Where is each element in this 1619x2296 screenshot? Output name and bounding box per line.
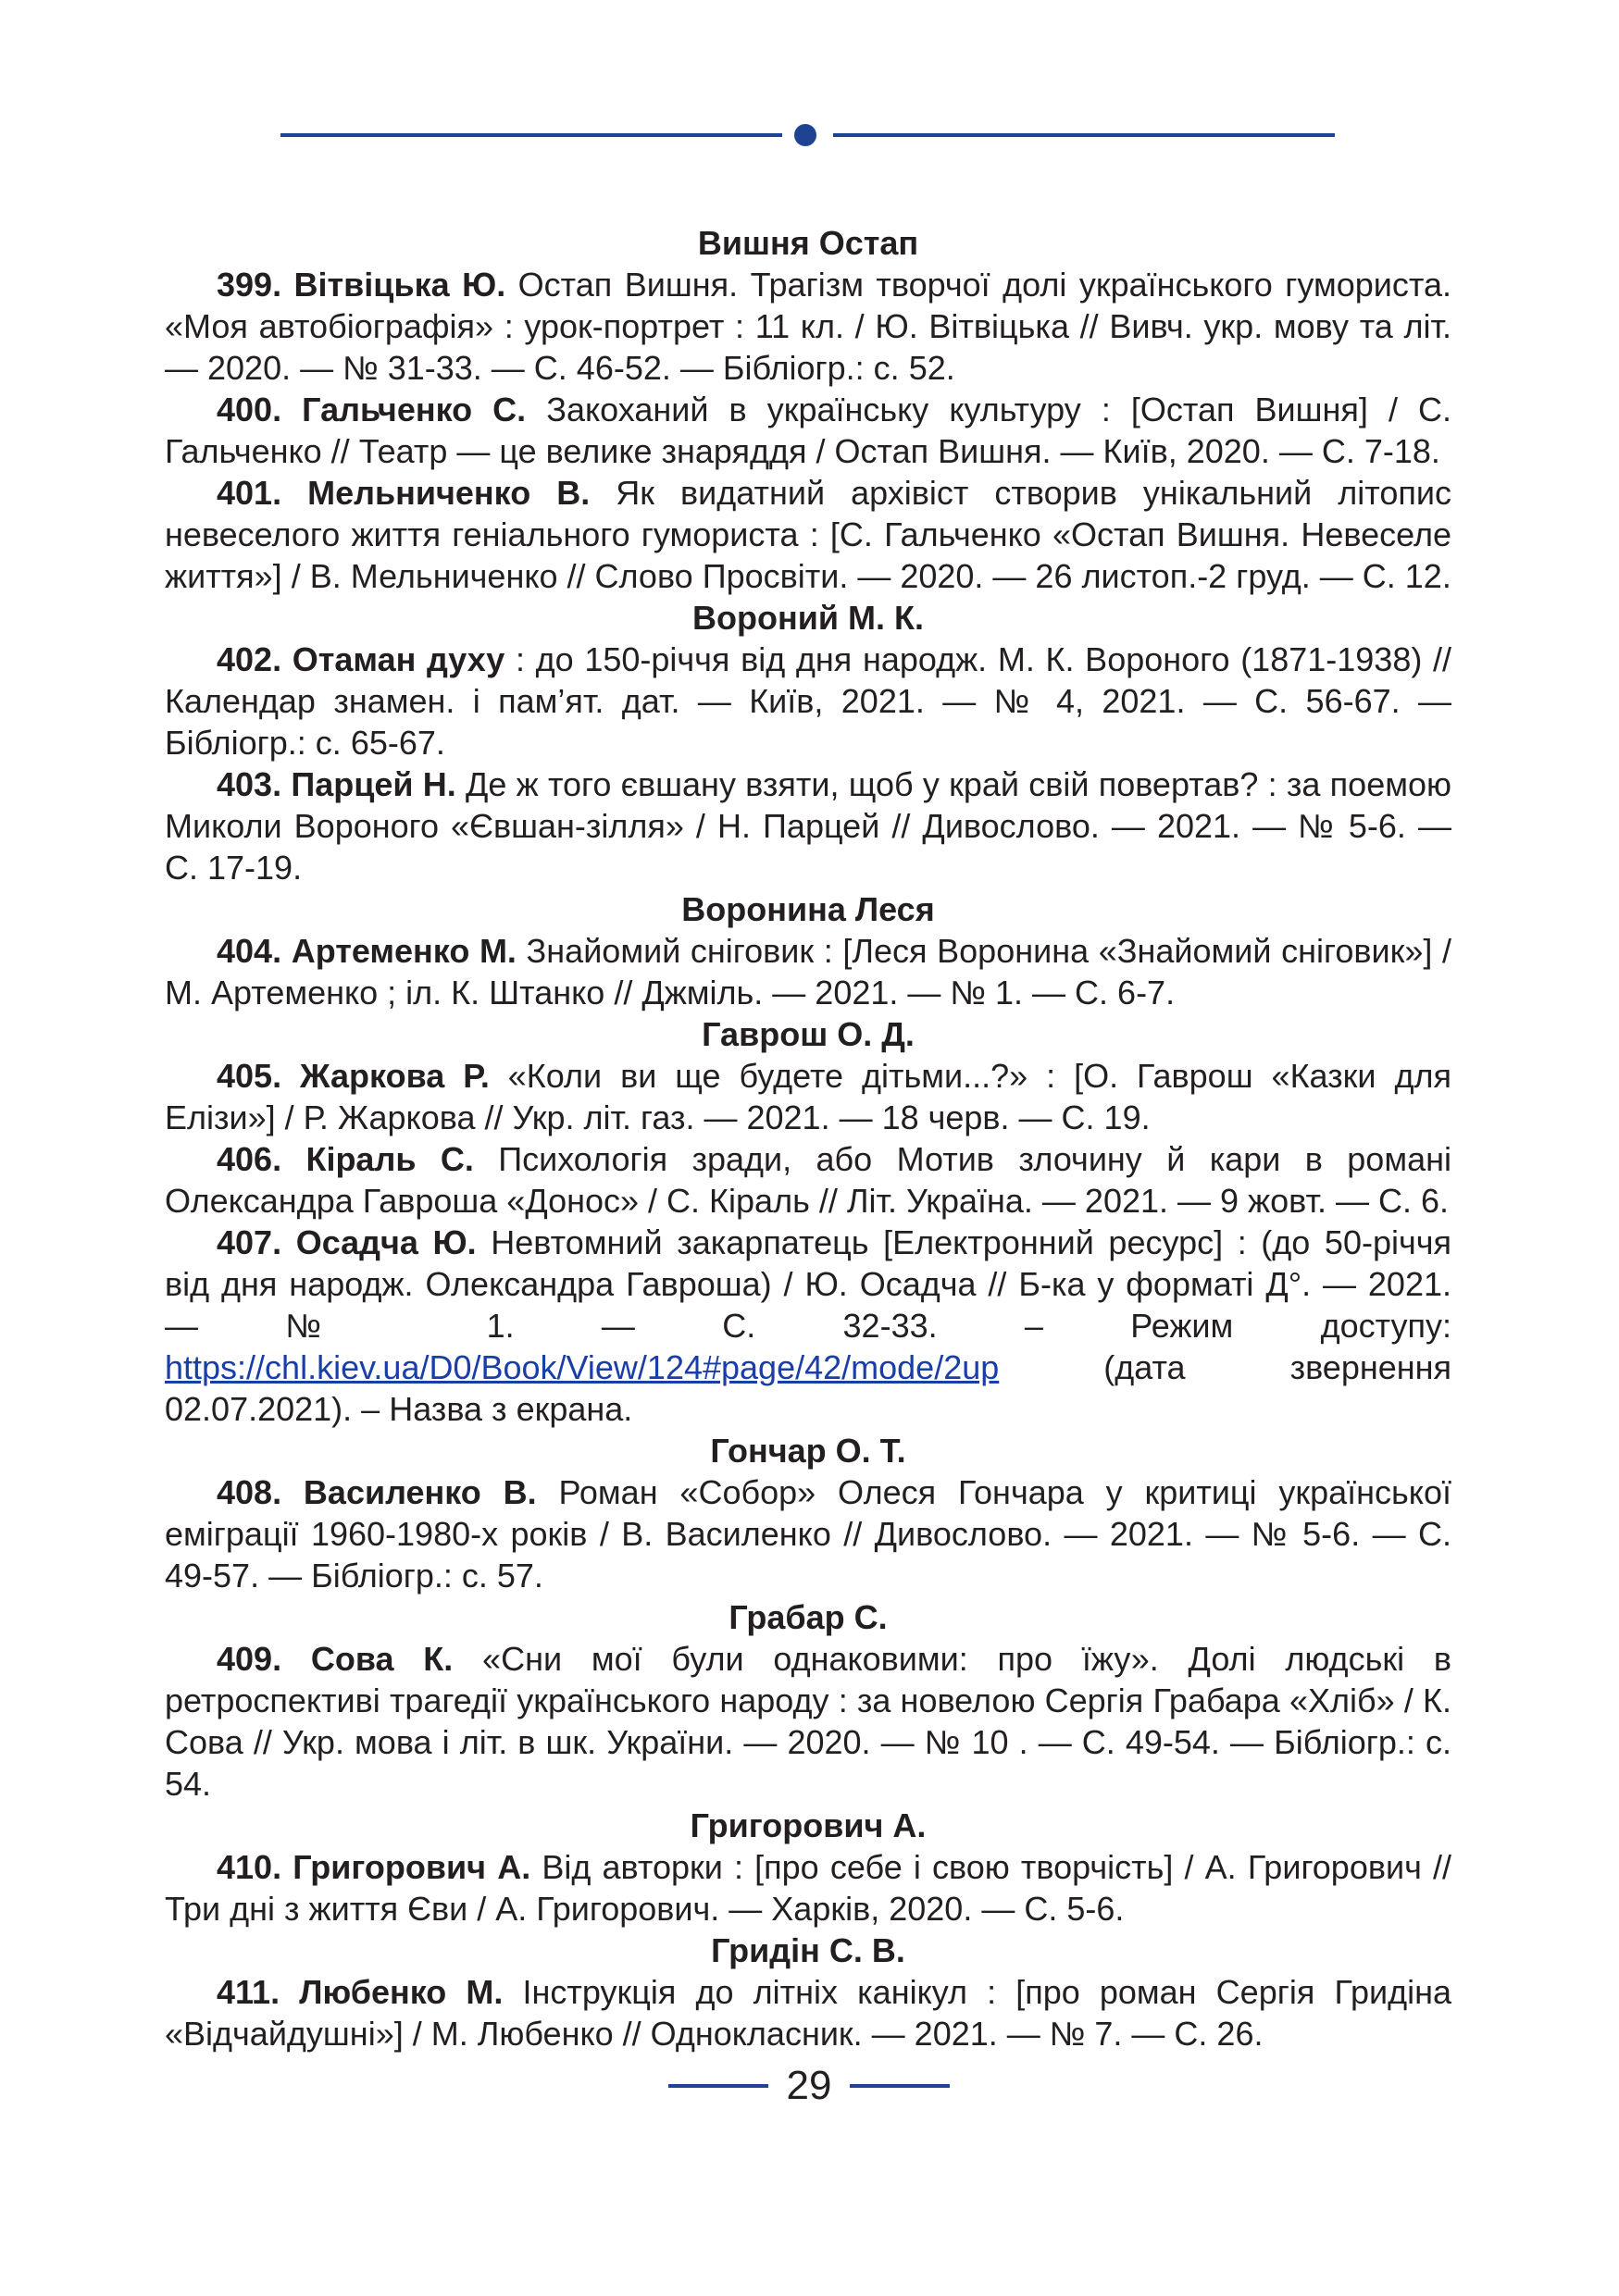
entry-number: 400. (217, 391, 282, 428)
entry-number: 403. (217, 765, 282, 803)
entry-author: Вітвіцька Ю. (293, 266, 506, 304)
entry-author: Сова К. (310, 1640, 454, 1678)
entry-text-after-link: (дата звернення 02.07.2021). – Назва з екрана. (165, 1348, 1451, 1428)
section-heading: Григорович А. (690, 1806, 927, 1844)
section-heading: Вороний М. К. (692, 599, 924, 637)
bibliography-entry (165, 1138, 1451, 1222)
bibliography-entry (165, 1471, 1451, 1596)
entry-number: 401. (217, 474, 282, 512)
bibliography-entry (165, 639, 1451, 763)
section-heading: Вишня Остап (697, 224, 919, 262)
bibliography-entry (165, 1222, 1451, 1430)
header-rule-right (833, 133, 1335, 137)
section-heading: Гаврош О. Д. (702, 1015, 915, 1053)
entry-text: Закоханий в українську культуру : [Остап Вишня] / С. Гальченко // Театр — це велике знаряддя / Остап Вишня. — Київ, 2020. — С. 7-18. (165, 391, 1451, 470)
page-number: 29 (786, 2063, 832, 2108)
entry-text: Психологія зради, або Мотив злочину й кари в романі Олександра Гавроша «Донос» / С. Кіраль // Літ. Україна. — 2021. — 9 жовт. — С. 6. (165, 1140, 1451, 1220)
section-heading: Гончар О. Т. (710, 1432, 906, 1470)
entry-number: 408. (217, 1473, 282, 1511)
entry-author: Жаркова Р. (300, 1057, 490, 1095)
entry-text: Роман «Собор» Олеся Гончара у критиці української еміграції 1960-1980-х років / В. Василенко // Дивослово. — 2021. — № 5-6. — С. 49-57. — Бібліогр.: с. 57. (165, 1473, 1451, 1595)
entry-number: 402. (217, 640, 282, 678)
bibliography-entry (165, 1971, 1451, 2054)
entry-author: Артеменко М. (291, 932, 517, 970)
bibliography-entry (165, 1846, 1451, 1930)
bibliography-entry (165, 264, 1451, 389)
entry-text: Від авторки : [про себе і свою творчість] / А. Григорович // Три дні з життя Єви / А. Григорович. — Харків, 2020. — С. 5-6. (165, 1848, 1451, 1928)
entry-author: Парцей Н. (291, 765, 456, 803)
section-heading: Грабар С. (729, 1598, 888, 1636)
entry-text: Як видатний архівіст створив унікальний літопис невеселого життя геніального гумориста : [С. Гальченко «Остап Вишня. Невеселе життя»] / В. Мельниченко // Слово Просвіти. — 2020. — 26 листоп.-2 груд. — С. 12. (165, 474, 1451, 595)
footer-rule-left (668, 2084, 768, 2088)
entry-number: 407. (217, 1223, 282, 1261)
bibliography-entry (165, 930, 1451, 1013)
bibliography-entry (165, 472, 1451, 597)
entry-author: Гальченко С. (302, 391, 527, 428)
entry-author: Мельниченко В. (307, 474, 591, 512)
entry-text: «Коли ви ще будете дітьми...?» : [О. Гаврош «Казки для Елізи»] / Р. Жаркова // Укр. літ. газ. — 2021. — 18 черв. — С. 19. (165, 1057, 1451, 1136)
entry-author: Василенко В. (303, 1473, 537, 1511)
entry-text: Знайомий сніговик : [Леся Воронина «Знайомий сніговик»] / М. Артеменко ; іл. К. Штанко // Джміль. — 2021. — № 1. — С. 6-7. (165, 932, 1451, 1011)
entry-number: 411. (217, 1973, 280, 2011)
entry-author: Осадча Ю. (295, 1223, 477, 1261)
entry-text: Невтомний закарпатець [Електронний ресурс] : (до 50-річчя від дня народж. Олександра Гавроша) / Ю. Осадча // Б-ка у форматі Д°. — 2021. — № 1. — С. 32-33. – Режим доступу: (165, 1223, 1451, 1345)
entry-author: Кіраль С. (305, 1140, 474, 1178)
entry-author: Любенко М. (299, 1973, 504, 2011)
entry-link[interactable]: https://chl.kiev.ua/D0/Book/View/124#page/42/mode/2up (165, 1348, 1000, 1386)
entry-number: 405. (217, 1057, 282, 1095)
entry-text: Інструкція до літніх канікул : [про роман Сергія Гридіна «Відчайдушні»] / М. Любенко // Однокласник. — 2021. — № 7. — С. 26. (165, 1973, 1451, 2053)
entry-text: : до 150-річчя від дня народж. М. К. Вороного (1871-1938) // Календар знамен. і пам’ят. дат. — Київ, 2021. — № 4, 2021. — С. 56-67. — Бібліогр.: с. 65-67. (165, 640, 1452, 762)
header-dot-ornament (794, 124, 816, 146)
header-rule-left (280, 133, 782, 137)
entry-author: Отаман духу (292, 640, 505, 678)
entry-text: Де ж того євшану взяти, щоб у край свій повертав? : за поемою Миколи Вороного «Євшан-зілля» / Н. Парцей // Дивослово. — 2021. — № 5-6. — С. 17-19. (165, 765, 1451, 887)
entry-number: 409. (217, 1640, 282, 1678)
footer-rule-right (850, 2084, 950, 2088)
entry-author: Григорович А. (293, 1848, 531, 1886)
bibliography-entry (165, 1055, 1451, 1138)
entry-number: 404. (217, 932, 282, 970)
section-heading: Гридін С. В. (711, 1931, 905, 1969)
bibliography-entry (165, 1638, 1451, 1805)
entry-number: 410. (217, 1848, 282, 1886)
entry-number: 406. (217, 1140, 282, 1178)
entry-text: «Сни мої були однаковими: про їжу». Долі людські в ретроспективі трагедії українського народу : за новелою Сергія Грабара «Хліб» / К. Сова // Укр. мова і літ. в шк. України. — 2020. — № 10 . — С. 49-54. — Бібліогр.: с. 54. (165, 1640, 1451, 1803)
section-heading: Воронина Леся (681, 890, 935, 928)
entry-number: 399. (217, 266, 282, 304)
entry-text: Остап Вишня. Трагізм творчої долі українського гумориста. «Моя автобіографія» : урок-портрет : 11 кл. / Ю. Вітвіцька // Вивч. укр. мову та літ. — 2020. — № 31-33. — С. 46-52. — Бібліогр.: с. 52. (165, 266, 1451, 387)
bibliography-entry (165, 389, 1451, 472)
bibliography-content (165, 222, 1451, 2054)
bibliography-entry (165, 763, 1451, 888)
